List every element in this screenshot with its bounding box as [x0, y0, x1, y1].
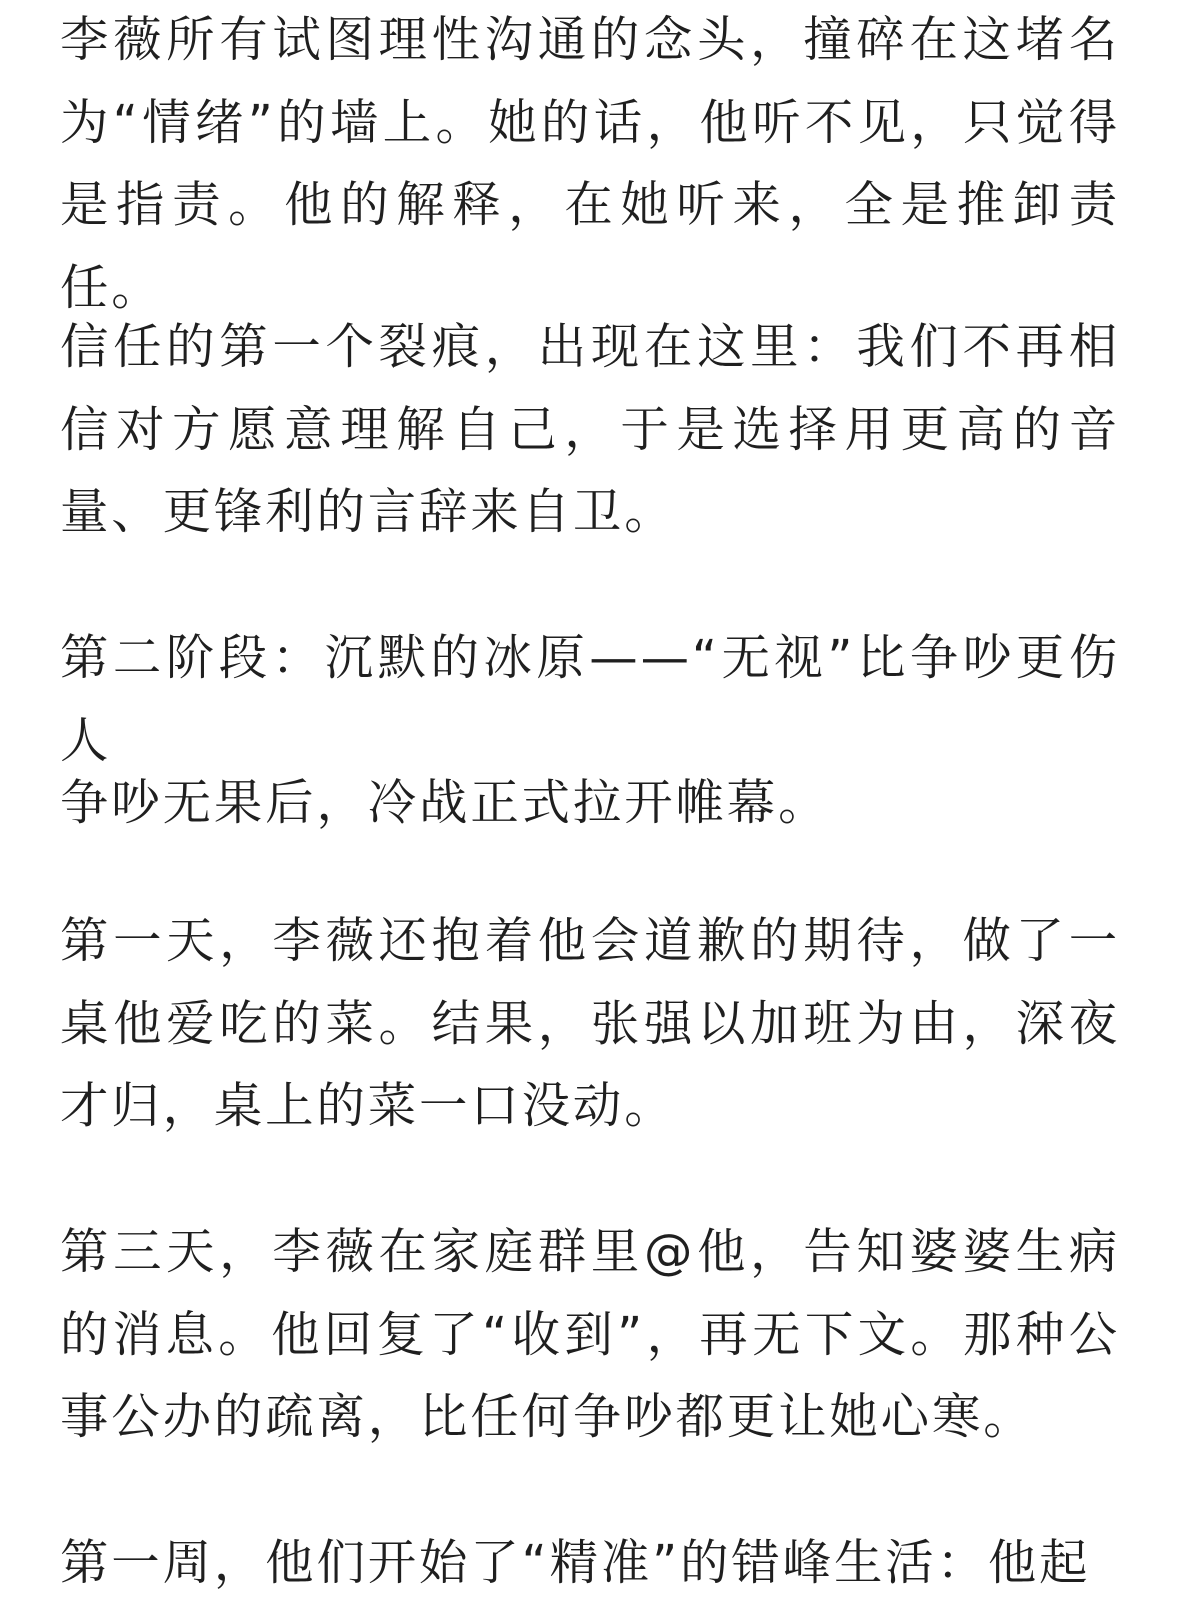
section-heading: 第二阶段：沉默的冰原——“无视”比争吵更伤人: [60, 630, 1120, 769]
article-paragraph: 第一天，李薇还抱着他会道歉的期待，做了一桌他爱吃的菜。结果，张强以加班为由，深夜才归，桌上的菜一口没动。: [60, 913, 1120, 1134]
article-paragraph: 第一周，他们开始了“精准”的错峰生活：他起: [60, 1535, 1091, 1591]
article-paragraph: 争吵无果后，冷战正式拉开帷幕。: [60, 775, 830, 831]
article-paragraph: 信任的第一个裂痕，出现在这里：我们不再相信对方愿意理解自己，于是选择用更高的音量、更锋利的言辞来自卫。: [60, 319, 1120, 540]
article-paragraph: 第三天，李薇在家庭群里@他，告知婆婆生病的消息。他回复了“收到”，再无下文。那种公事公办的疏离，比任何争吵都更让她心寒。: [60, 1224, 1120, 1445]
article-paragraph: 李薇所有试图理性沟通的念头，撞碎在这堵名为“情绪”的墙上。她的话，他听不见，只觉得是指责。他的解释，在她听来，全是推卸责任。: [60, 12, 1120, 316]
